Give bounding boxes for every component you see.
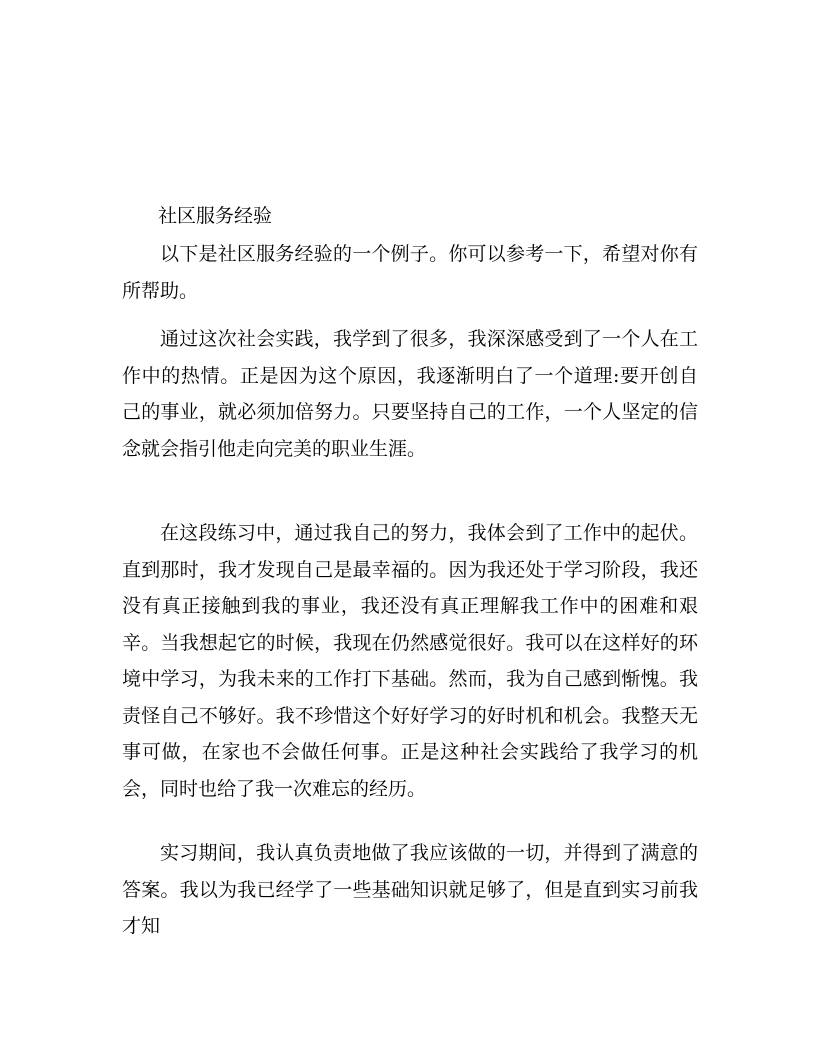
- document-title: 社区服务经验: [158, 205, 273, 227]
- paragraph-intro: 以下是社区服务经验的一个例子。你可以参考一下，希望对你有所帮助。: [122, 243, 698, 302]
- paragraph-internship: 实习期间，我认真负责地做了我应该做的一切，并得到了满意的答案。我以为我已经学了一些基础知识就足够了，但是直到实习前我才知: [122, 842, 698, 937]
- paragraph-practice: 通过这次社会实践，我学到了很多，我深深感受到了一个人在工作中的热情。正是因为这个原因，我逐渐明白了一个道理:要开创自己的事业，就必须加倍努力。只要坚持自己的工作，一个人坚定的信念就会指引他走向完美的职业生涯。: [122, 328, 698, 460]
- document-page: [122, 0, 698, 1056]
- paragraph-experience: 在这段练习中，通过我自己的努力，我体会到了工作中的起伏。直到那时，我才发现自己是最幸福的。因为我还处于学习阶段，我还没有真正接触到我的事业，我还没有真正理解我工作中的困难和艰辛。当我想起它的时候，我现在仍然感觉很好。我可以在这样好的环境中学习，为我未来的工作打下基础。然而，我为自己感到惭愧。我责怪自己不够好。我不珍惜这个好好学习的好时机和机会。我整天无事可做，在家也不会做任何事。正是这种社会实践给了我学习的机会，同时也给了我一次难忘的经历。: [122, 522, 698, 800]
